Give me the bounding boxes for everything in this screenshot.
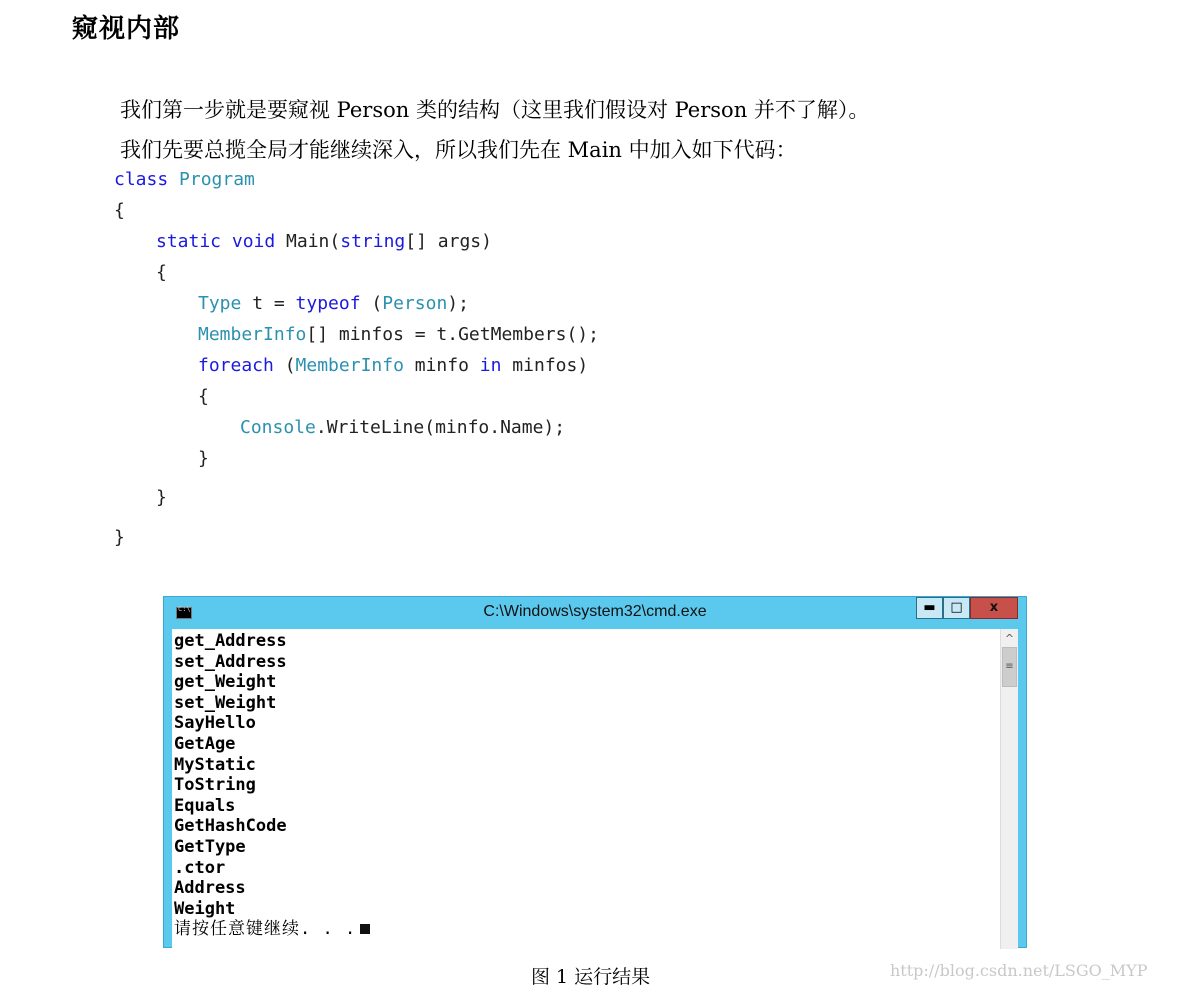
code-token: { (114, 200, 125, 221)
code-line (156, 486, 167, 510)
code-token: } (198, 448, 209, 469)
console-line: ToString (174, 775, 256, 796)
cmd-window (163, 596, 1027, 948)
code-token: minfos) (501, 355, 589, 376)
scroll-up-icon[interactable]: ^ (1004, 632, 1015, 645)
code-token: Type (198, 293, 242, 314)
console-line: GetHashCode (174, 816, 287, 837)
cmd-titlebar[interactable] (164, 597, 1026, 629)
code-token: Person (382, 293, 448, 314)
code-token: ); (447, 293, 469, 314)
code-token: t = (241, 293, 296, 314)
console-line: .ctor (174, 857, 226, 878)
code-token: minfo (403, 355, 480, 376)
figure-caption: 图 1 运行结果 (531, 966, 651, 988)
code-line (114, 199, 125, 223)
console-line: GetType (174, 836, 246, 857)
console-line: MyStatic (174, 754, 256, 775)
code-token: Program (179, 169, 255, 190)
code-token: } (114, 527, 125, 548)
console-line: GetAge (174, 733, 236, 754)
code-token: MemberInfo (198, 324, 307, 345)
console-output (174, 631, 370, 940)
code-token: { (156, 262, 167, 283)
cmd-console-area[interactable] (172, 629, 1018, 949)
code-token: in (479, 355, 502, 376)
code-token: ( (360, 293, 383, 314)
code-token: Main( (286, 231, 341, 252)
code-line (198, 323, 599, 347)
console-line: get_Address (174, 631, 287, 651)
section-heading: 窥视内部 (72, 14, 181, 44)
code-token: foreach (198, 355, 274, 376)
code-token: ( (273, 355, 296, 376)
code-line (198, 385, 209, 409)
minimize-button[interactable]: ▬ (916, 597, 943, 619)
code-line (156, 261, 167, 285)
cursor-icon (360, 924, 370, 934)
console-line: SayHello (174, 713, 256, 734)
code-token: typeof (295, 293, 361, 314)
console-line: get_Weight (174, 672, 277, 693)
code-line (198, 447, 209, 471)
console-prompt-line (174, 919, 370, 940)
paragraph-1: 我们第一步就是要窥视 Person 类的结构（这里我们假设对 Person 并不了解）。 (120, 98, 870, 122)
code-token: void (231, 231, 287, 252)
code-token: [] minfos = t.GetMembers(); (306, 324, 599, 345)
paragraph-2: 我们先要总揽全局才能继续深入，所以我们先在 Main 中加入如下代码： (120, 138, 797, 162)
watermark: http://blog.csdn.net/LSGO_MYP (890, 961, 1148, 980)
code-token: class (114, 169, 180, 190)
code-token: string (340, 231, 406, 252)
code-token: static (156, 231, 232, 252)
code-line (240, 416, 565, 440)
console-line: Equals (174, 795, 236, 816)
console-line: set_Address (174, 651, 287, 672)
code-line (198, 354, 588, 378)
code-token: } (156, 487, 167, 508)
code-line (114, 168, 255, 192)
code-line (114, 526, 125, 550)
code-line (156, 230, 492, 254)
code-token: { (198, 386, 209, 407)
code-token: .WriteLine(minfo.Name); (315, 417, 566, 438)
maximize-button[interactable]: □ (943, 597, 970, 619)
code-token: [] args) (405, 231, 492, 252)
scroll-thumb[interactable]: ≡ (1002, 647, 1017, 687)
code-token: MemberInfo (295, 355, 404, 376)
code-token: Console (240, 417, 316, 438)
code-line (198, 292, 469, 316)
console-prompt: 请按任意键继续. . . (174, 919, 357, 940)
vertical-scrollbar[interactable] (1000, 629, 1018, 949)
console-line: set_Weight (174, 692, 277, 713)
console-line: Weight (174, 898, 236, 919)
cmd-title-text: C:\Windows\system32\cmd.exe (483, 603, 707, 620)
close-button[interactable]: x (970, 597, 1018, 619)
console-line: Address (174, 878, 246, 899)
